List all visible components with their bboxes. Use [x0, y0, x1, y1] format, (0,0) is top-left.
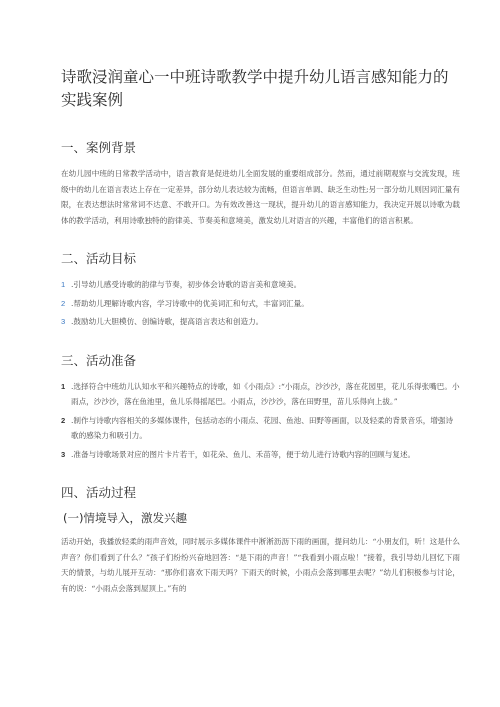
list-item: 2 .帮助幼儿理解诗歌内容，学习诗歌中的优美词汇和句式，丰富词汇量。	[61, 296, 460, 312]
preparation-list	[61, 379, 460, 463]
list-item: 3 .准备与诗歌场景对应的图片卡片若干，如花朵、鱼儿、禾苗等，便于幼儿进行诗歌内容的回顾与复述。	[61, 447, 460, 463]
list-number: 2	[61, 298, 66, 308]
background-paragraph: 在幼儿园中班的日常教学活动中，语言教育是促进幼儿全面发展的重要组成部分。然而，通过前期观察与交流发现，班级中的幼儿在语言表达上存在一定差异，部分幼儿表达较为流畅，但语言单调、缺乏生动性;另一部分幼儿则因词汇量有限，在表达想法时常常词不达意、不敢开口。为有效改善这一现状，提升幼儿的语言感知能力，我决定开展以诗歌为载体的教学活动，利用诗歌独特的韵律美、节奏美和意境美，激发幼儿对语言的兴趣，丰富他们的语言积累。	[61, 169, 460, 225]
list-item: 1 .选择符合中班幼儿认知水平和兴趣特点的诗歌，如《小雨点》:“小雨点，沙沙沙，落在花园里，花儿乐得张嘴巴。小雨点，沙沙沙，落在鱼池里，鱼儿乐得摇尾巴。小雨点，沙沙沙，落在田野里，苗儿乐得向上拔。”	[61, 379, 460, 410]
list-item: 1 .引导幼儿感受诗歌的韵律与节奏，初步体会诗歌的语言美和意境美。	[61, 277, 460, 293]
list-number: 3	[61, 317, 66, 326]
subsection-heading-intro: (一)情境导入，激发兴趣	[63, 511, 187, 525]
section-heading-background: 一、案例背景	[61, 140, 137, 155]
section-heading-process: 四、活动过程	[61, 485, 137, 500]
list-item: 2 .制作与诗歌内容相关的多媒体课件，包括动态的小雨点、花园、鱼池、田野等画面，以及轻柔的背景音乐，增强诗歌的感染力和吸引力。	[61, 413, 460, 444]
list-number: 2	[61, 415, 66, 425]
list-number: 1	[61, 280, 66, 289]
process-paragraph: 活动开始，我播放轻柔的雨声音效，同时展示多媒体课件中淅淅沥沥下雨的画面，提问幼儿：“小朋友们，听！这是什么声音？你们看到了什么？”孩子们纷纷兴奋地回答：“是下雨的声音！”“我看到小雨点啦！”接着，我引导幼儿回忆下雨天的情景，与幼儿展开互动：“那你们喜欢下雨天吗？下雨天的时候，小雨点会落到哪里去呢？”幼儿们积极参与讨论，有的说：“小雨点会落到屋顶上。”有的	[61, 537, 460, 593]
goals-list	[61, 277, 460, 330]
list-item: 3 .鼓励幼儿大胆模仿、创编诗歌，提高语言表达和创造力。	[61, 314, 460, 330]
page-title: 诗歌浸润童心一中班诗歌教学中提升幼儿语言感知能力的实践案例	[61, 68, 449, 109]
list-number: 3	[61, 449, 66, 459]
list-number: 1	[61, 381, 66, 391]
section-heading-goals: 二、活动目标	[61, 251, 137, 266]
section-heading-preparation: 三、活动准备	[61, 352, 137, 368]
